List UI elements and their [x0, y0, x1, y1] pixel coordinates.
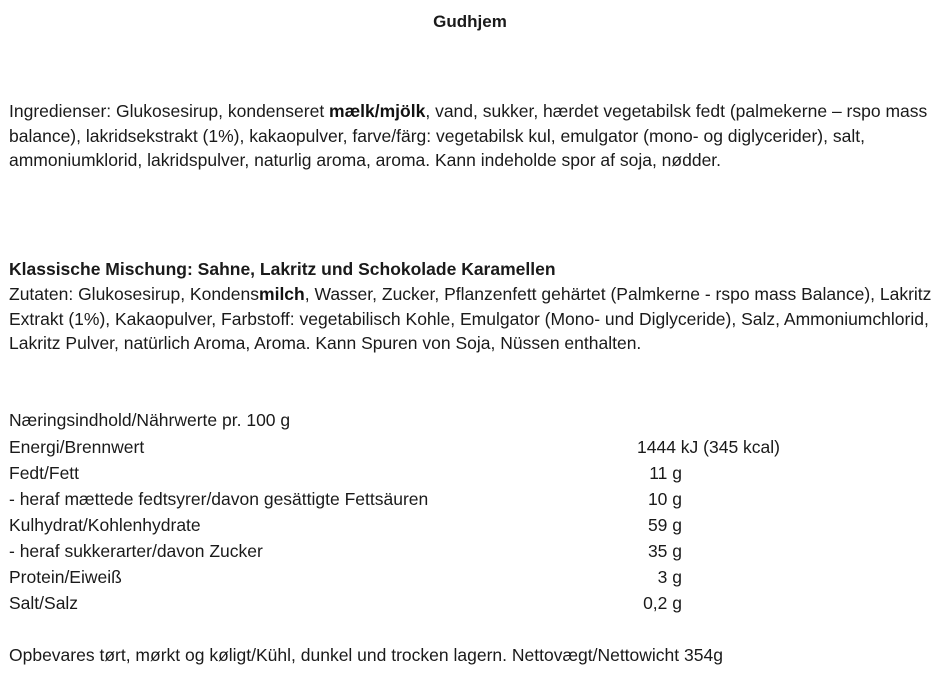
- product-title: Gudhjem: [433, 12, 507, 31]
- nutrition-value: 59 g: [647, 515, 682, 535]
- nutrition-row: [9, 541, 909, 567]
- ingredients-german-heading: Klassische Mischung: Sahne, Lakritz und Schokolade Karamellen: [9, 259, 556, 279]
- ingredients-da-suffix: , vand, sukker, hærdet vegetabilsk fedt (palmekerne – rspo mass balance), lakridsekstrakt (1%), kakaopulver, farve/färg: vegetabilsk kul, emulgator (mono- og diglycerider), salt, ammoniumklorid, lakridspulver, naturlig aroma, aroma. Kann indeholde spor af soja, nødder.: [9, 101, 928, 170]
- nutrition-label: Kulhydrat/Kohlenhydrate: [9, 515, 201, 535]
- nutrition-value: 35 g: [647, 541, 682, 561]
- nutrition-label: - heraf mættede fedtsyrer/davon gesättigte Fettsäuren: [9, 489, 429, 509]
- ingredients-da-prefix: Ingredienser: Glukosesirup, kondenseret: [9, 101, 330, 121]
- nutrition-row: [9, 437, 909, 463]
- allergen-milk-de: milch: [259, 284, 305, 304]
- ingredients-danish: [9, 99, 939, 173]
- nutrition-value: 3 g: [657, 567, 682, 587]
- allergen-milk-da: mælk/mjölk: [329, 101, 426, 121]
- nutrition-value: 10 g: [647, 489, 682, 509]
- nutrition-value: 0,2 g: [643, 593, 682, 613]
- nutrition-value: 11 g: [649, 463, 682, 483]
- nutrition-label: - heraf sukkerarter/davon Zucker: [9, 541, 263, 561]
- nutrition-label: Salt/Salz: [9, 593, 79, 613]
- nutrition-value: 1444 kJ (345 kcal): [637, 437, 780, 457]
- ingredients-german: [9, 282, 939, 356]
- nutrition-label: Protein/Eiweiß: [9, 567, 122, 587]
- nutrition-row: [9, 489, 909, 515]
- ingredients-de-suffix: , Wasser, Zucker, Pflanzenfett gehärtet (Palmkerne - rspo mass Balance), Lakritz Extrakt (1%), Kakaopulver, Farbstoff: vegetabilisch Kohle, Emulgator (Mono- und Diglyceride), Salz, Ammoniumchlorid, Lakritz Pulver, natürlich Aroma, Aroma. Kann Spuren von Soja, Nüssen enthalten.: [9, 284, 932, 353]
- storage-and-net-weight: Opbevares tørt, mørkt og køligt/Kühl, dunkel und trocken lagern. Nettovægt/Nettowicht 354g: [9, 645, 723, 665]
- nutrition-row: [9, 593, 909, 619]
- nutrition-row: [9, 515, 909, 541]
- ingredients-de-prefix: Zutaten: Glukosesirup, Kondens: [9, 284, 260, 304]
- nutrition-label: Fedt/Fett: [9, 463, 80, 483]
- nutrition-row: [9, 567, 909, 593]
- nutrition-heading: Næringsindhold/Nährwerte pr. 100 g: [9, 410, 291, 430]
- nutrition-row: [9, 463, 909, 489]
- nutrition-label: Energi/Brennwert: [9, 437, 145, 457]
